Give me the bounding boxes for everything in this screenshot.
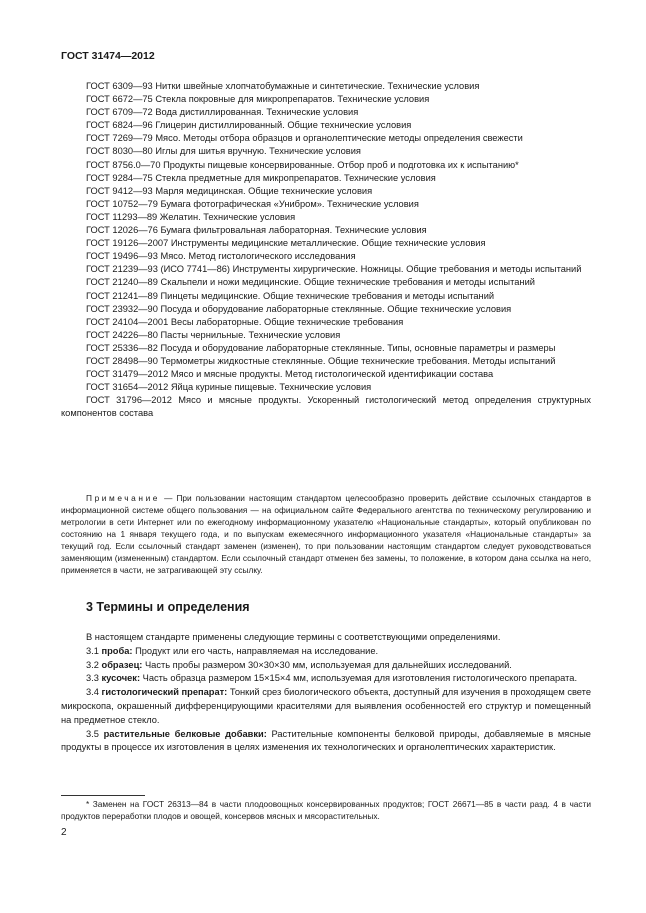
reference-item: ГОСТ 23932—90 Посуда и оборудование лабораторные стеклянные. Общие технические условия <box>86 303 512 314</box>
term-definition: Часть образца размером 15×15×4 мм, используемая для изготовления гистологического препарата. <box>140 673 578 684</box>
reference-item: ГОСТ 12026—76 Бумага фильтровальная лабораторная. Технические условия <box>86 225 427 236</box>
reference-item: ГОСТ 31479—2012 Мясо и мясные продукты. Метод гистологической идентификации состава <box>86 369 494 380</box>
reference-item: ГОСТ 24104—2001 Весы лабораторные. Общие технические требования <box>86 316 404 327</box>
reference-item: ГОСТ 9284—75 Стекла предметные для микропрепаратов. Технические условия <box>86 172 436 183</box>
note-paragraph <box>61 492 591 576</box>
footnote-divider <box>61 795 145 796</box>
reference-item: ГОСТ 21239—93 (ИСО 7741—86) Инструменты хирургические. Ножницы. Общие требования и методы испытаний <box>86 264 582 275</box>
reference-item: ГОСТ 31654—2012 Яйца куриные пищевые. Технические условия <box>86 382 372 393</box>
reference-item: ГОСТ 19126—2007 Инструменты медицинские металлические. Общие технические условия <box>86 238 486 249</box>
term-number: 3.4 <box>86 687 102 698</box>
reference-item: ГОСТ 6824—96 Глицерин дистиллированный. Общие технические условия <box>86 120 412 131</box>
note-text: — При пользовании настоящим стандартом целесообразно проверить действие ссылочных стандартов в информационной системе общего пользования — на официальном сайте Федерального агентства по техническому регулированию и метрологии в сети Интернет или по ежегодному информационному указателю «Национальные стандарты», который опубликован по состоянию на 1 января текущего года, и по выпускам ежемесячного информационного указателя «Национальные стандарты» за текущий год. Если ссылочный стандарт заменен (изменен), то при пользовании настоящим стандартом следует руководствоваться заменяющим (измененным) стандартом. Если ссылочный стандарт отменен без замены, то положение, в котором дана ссылка на него, применяется в части, не затрагивающей эту ссылку. <box>61 493 591 575</box>
reference-item: ГОСТ 10752—79 Бумага фотографическая «Унибром». Технические условия <box>86 198 419 209</box>
note-lead: Примечание <box>86 493 161 503</box>
reference-item: ГОСТ 6672—75 Стекла покровные для микропрепаратов. Технические условия <box>86 94 430 105</box>
term-item <box>61 659 591 673</box>
reference-item: ГОСТ 31796—2012 Мясо и мясные продукты. Ускоренный гистологический метод определения структурных компонентов состава <box>61 395 591 419</box>
term-number: 3.2 <box>86 659 102 670</box>
reference-item: ГОСТ 8030—80 Иглы для шитья вручную. Технические условия <box>86 146 361 157</box>
term-number: 3.3 <box>86 673 102 684</box>
term-item <box>61 728 591 756</box>
reference-item: ГОСТ 6709—72 Вода дистиллированная. Технические условия <box>86 107 359 118</box>
term-item <box>61 645 591 659</box>
reference-item: ГОСТ 24226—80 Пасты чернильные. Технические условия <box>86 329 341 340</box>
reference-item: ГОСТ 11293—89 Желатин. Технические условия <box>86 211 296 222</box>
term-definition: Продукт или его часть, направляемая на исследование. <box>132 645 379 656</box>
footnote: * Заменен на ГОСТ 26313—84 в части плодоовощных консервированных продуктов; ГОСТ 26671—85 в части разд. 4 в части продуктов переработки плодов и овощей, консервов мясных и мясорастительных. <box>61 799 591 821</box>
document-header: ГОСТ 31474—2012 <box>61 50 155 62</box>
term-number: 3.5 <box>86 728 104 739</box>
reference-item: ГОСТ 28498—90 Термометры жидкостные стеклянные. Общие технические требования. Методы испытаний <box>86 355 556 366</box>
reference-item: ГОСТ 6309—93 Нитки швейные хлопчатобумажные и синтетические. Технические условия <box>86 81 480 91</box>
reference-item: ГОСТ 7269—79 Мясо. Методы отбора образцов и органолептические методы определения свежести <box>86 133 523 144</box>
terms-intro: В настоящем стандарте применены следующие термины с соответствующими определениями. <box>86 632 501 642</box>
terms-list <box>61 631 591 755</box>
reference-item: ГОСТ 9412—93 Марля медицинская. Общие технические условия <box>86 185 373 196</box>
term-item <box>61 686 591 727</box>
term-number: 3.1 <box>86 645 102 656</box>
reference-item: ГОСТ 25336—82 Посуда и оборудование лабораторные стеклянные. Типы, основные параметры и размеры <box>86 342 556 353</box>
term-definition: Растительные компоненты белковой природы, добавляемые в мясные продукты в процессе их изготовления в целях изменения их технологических и органолептических характеристик. <box>61 728 591 753</box>
section-title: 3 Термины и определения <box>86 600 250 614</box>
term-name: кусочек: <box>101 673 141 684</box>
term-definition: Тонкий срез биологического объекта, доступный для изучения в проходящем свете микроскопа, окрашенный дифференцирующими красителями для выявления особенностей его структур и помещенный на предметное стекло. <box>61 687 591 725</box>
term-name: образец: <box>101 659 143 670</box>
reference-item: ГОСТ 21241—89 Пинцеты медицинские. Общие технические требования и методы испытаний <box>86 290 495 301</box>
references-list <box>61 80 591 420</box>
reference-item: ГОСТ 19496—93 Мясо. Метод гистологического исследования <box>86 251 356 262</box>
term-name: гистологический препарат: <box>101 687 228 698</box>
page-number: 2 <box>61 827 67 838</box>
term-definition: Часть пробы размером 30×30×30 мм, используемая для дальнейших исследований. <box>142 659 512 670</box>
term-item <box>61 672 591 686</box>
reference-item: ГОСТ 8756.0—70 Продукты пищевые консервированные. Отбор проб и подготовка их к испытанию* <box>86 159 519 170</box>
term-name: растительные белковые добавки: <box>103 728 267 739</box>
term-name: проба: <box>101 645 133 656</box>
reference-item: ГОСТ 21240—89 Скальпели и ножи медицинские. Общие технические требования и методы испытаний <box>86 277 535 288</box>
